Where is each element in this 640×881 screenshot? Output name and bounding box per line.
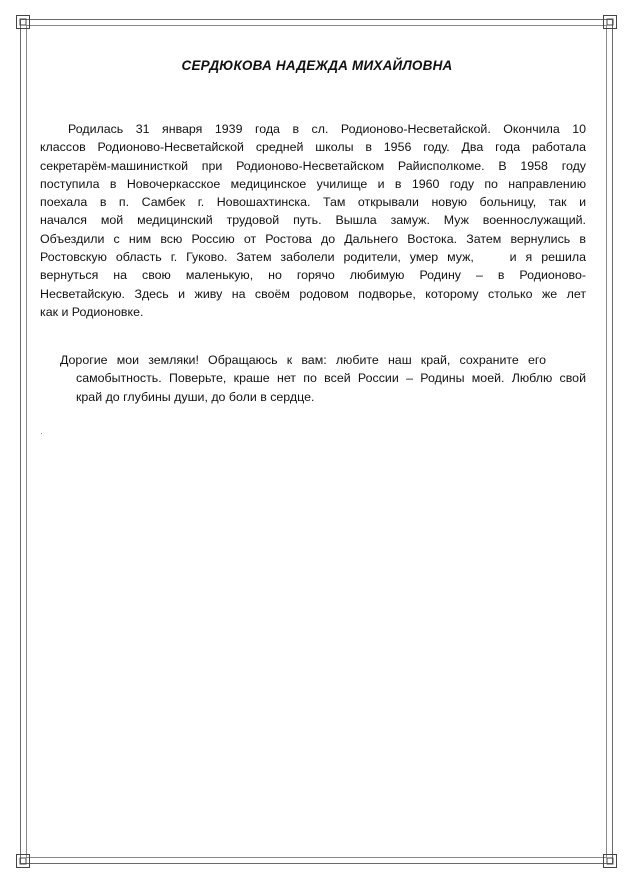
text-line: край до глубины души, до боли в сердце.	[76, 389, 315, 404]
text-line: как и Родионовке.	[40, 304, 144, 319]
text-line: классов Родионово-Несветайской средней школы в 1956 году. Два года работала	[40, 140, 586, 155]
corner-ornament-icon	[603, 854, 617, 868]
text-line: начался мой медицинский трудовой путь. Вышла замуж. Муж военнослужащий.	[40, 213, 586, 228]
text-line: Несветайскую. Здесь и живу на своём родовом подворье, которому столько же лет	[40, 286, 586, 301]
text-line: Объездили с ним всю Россию от Ростова до Дальнего Востока. Затем вернулись в	[40, 231, 586, 246]
text-line: вернуться на свою маленькую, но горячо любимую Родину – в Родионово-	[40, 268, 586, 283]
paragraph-1	[40, 120, 586, 321]
text-line: Родилась 31 января 1939 года в сл. Родионово-Несветайской. Окончила 10	[68, 122, 586, 136]
corner-ornament-icon	[16, 854, 30, 868]
text-line: поехала в п. Самбек г. Новошахтинска. Там открывали новую больницу, так и	[40, 195, 586, 210]
corner-ornament-icon	[603, 15, 617, 29]
document-title: СЕРДЮКОВА НАДЕЖДА МИХАЙЛОВНА	[181, 58, 453, 73]
text-line: самобытность. Поверьте, краше нет по всей России – Родины моей. Люблю свой	[76, 371, 586, 386]
corner-ornament-icon	[16, 15, 30, 29]
text-line: секретарём-машинисткой при Родионово-Несветайском Райисполкоме. В 1958 году	[40, 158, 586, 173]
text-line: поступила в Новочеркасское медицинское училище и в 1960 году по направлению	[40, 176, 586, 191]
paragraph-2	[60, 351, 586, 406]
text-line: Ростовскую область г. Гуково. Затем заболели родители, умер муж, и я решила	[40, 250, 586, 265]
scan-speck	[41, 433, 42, 434]
text-line: Дорогие мои земляки! Обращаюсь к вам: любите наш край, сохраните его	[60, 353, 546, 367]
